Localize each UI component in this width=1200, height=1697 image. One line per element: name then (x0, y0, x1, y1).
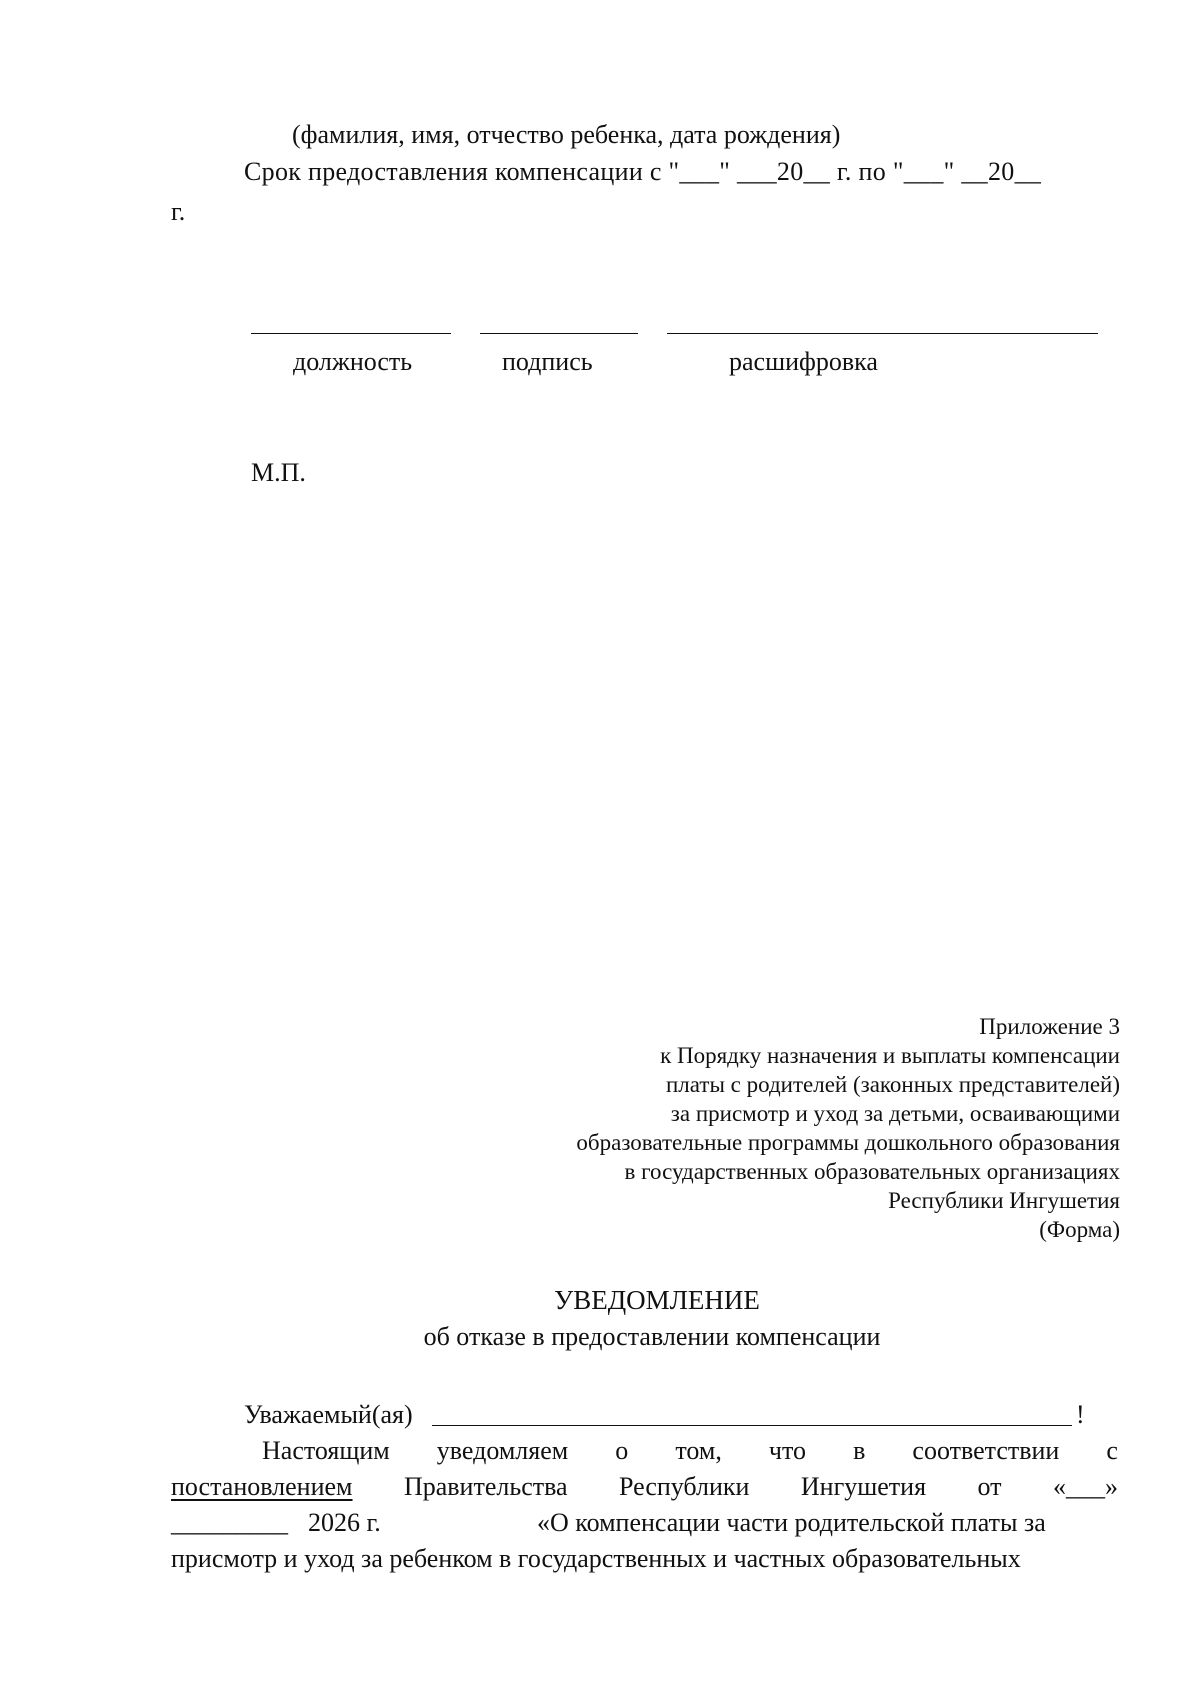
compensation-period-tail: г. (171, 197, 186, 226)
compensation-period-line: Срок предоставления компенсации с "___" ___20__ г. по "___" __20__ (244, 157, 1042, 186)
body-word: уведомляем (436, 1436, 569, 1465)
body-word: с (1106, 1436, 1118, 1465)
body-word: Правительства (403, 1472, 568, 1501)
appendix-line: (Форма) (1039, 1217, 1120, 1242)
body-word: о (615, 1436, 629, 1465)
appendix-line: Приложение 3 (979, 1014, 1120, 1039)
signature-label: подпись (502, 347, 593, 376)
body-word: Настоящим (262, 1436, 390, 1465)
decree-year: 2026 г. (308, 1508, 381, 1537)
body-line-4: присмотр и уход за ребенком в государственных и частных образовательных (171, 1544, 1021, 1573)
position-signature-line (251, 333, 451, 334)
body-word: том, (675, 1436, 722, 1465)
body-word: Республики (619, 1472, 750, 1501)
body-line-2 (171, 1470, 1118, 1504)
appendix-block (480, 1012, 1120, 1244)
appendix-line: за присмотр и уход за детьми, осваивающими (670, 1101, 1120, 1126)
decree-link[interactable]: постановлением (171, 1472, 353, 1501)
decode-label: расшифровка (729, 347, 878, 376)
body-word: Ингушетия (800, 1472, 927, 1501)
body-word: что (768, 1436, 807, 1465)
body-word: в (853, 1436, 866, 1465)
decode-signature-line (667, 333, 1098, 334)
body-word: от (977, 1472, 1002, 1501)
body-word: соответствии (912, 1436, 1060, 1465)
date-blank: _________ (171, 1508, 288, 1537)
child-caption: (фамилия, имя, отчество ребенка, дата рождения) (292, 120, 841, 149)
body-word: «___» (1052, 1472, 1118, 1501)
position-label: должность (293, 347, 413, 376)
appendix-line: Республики Ингушетия (888, 1188, 1120, 1213)
notice-title: УВЕДОМЛЕНИЕ (554, 1285, 760, 1315)
decree-title-start: «О компенсации части родительской платы за (537, 1508, 1046, 1537)
signature-line (480, 333, 638, 334)
addressee-blank-line (432, 1425, 1072, 1426)
appendix-line: образовательные программы дошкольного образования (576, 1130, 1120, 1155)
appendix-line: к Порядку назначения и выплаты компенсации (660, 1043, 1120, 1068)
greeting-label: Уважаемый(ая) (244, 1400, 413, 1429)
appendix-line: платы с родителей (законных представителей) (666, 1072, 1120, 1097)
appendix-line: в государственных образовательных организациях (624, 1159, 1120, 1184)
stamp-place: М.П. (251, 458, 306, 487)
notice-subtitle: об отказе в предоставлении компенсации (423, 1322, 881, 1351)
body-line-1 (262, 1434, 1118, 1468)
greeting-exclamation: ! (1076, 1400, 1085, 1429)
